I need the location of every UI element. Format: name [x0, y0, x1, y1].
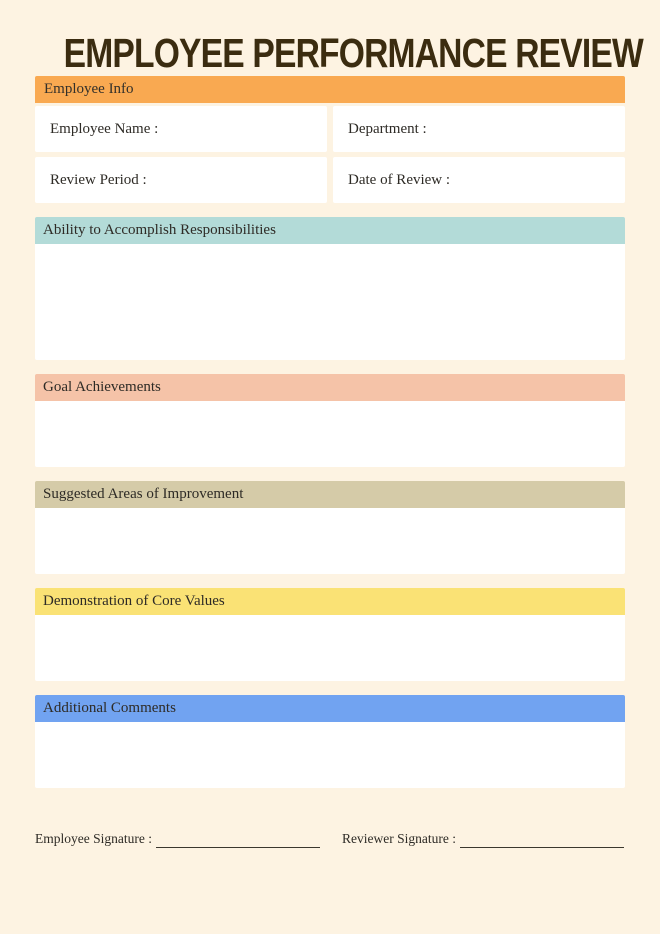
review-period-field[interactable]: [35, 157, 327, 203]
title-area: [0, 0, 660, 76]
section-improvement-areas-content[interactable]: [35, 508, 625, 574]
employee-signature-line[interactable]: [156, 847, 320, 848]
reviewer-signature-line[interactable]: [460, 847, 624, 848]
employee-info-header: Employee Info: [35, 76, 625, 103]
section-additional-comments-content[interactable]: [35, 722, 625, 788]
employee-signature-label: Employee Signature :: [35, 831, 152, 846]
signature-row: [35, 831, 625, 847]
department-label: Department :: [348, 120, 427, 137]
section-core-values-header: Demonstration of Core Values: [35, 588, 625, 615]
employee-info-grid: [35, 106, 625, 203]
date-of-review-field[interactable]: [333, 157, 625, 203]
section-goal-achievements-content[interactable]: [35, 401, 625, 467]
section-responsibilities: [35, 217, 625, 360]
section-goal-achievements-header: Goal Achievements: [35, 374, 625, 401]
department-field[interactable]: [333, 106, 625, 152]
section-responsibilities-content[interactable]: [35, 244, 625, 360]
employee-info-section: [35, 76, 625, 203]
section-additional-comments-header: Additional Comments: [35, 695, 625, 722]
section-improvement-areas: [35, 481, 625, 574]
section-additional-comments: [35, 695, 625, 788]
reviewer-signature-block: [330, 831, 625, 847]
employee-name-field[interactable]: [35, 106, 327, 152]
section-core-values-content[interactable]: [35, 615, 625, 681]
review-period-label: Review Period :: [50, 171, 147, 188]
section-responsibilities-header: Ability to Accomplish Responsibilities: [35, 217, 625, 244]
employee-signature-block: [35, 831, 330, 847]
section-core-values: [35, 588, 625, 681]
employee-name-label: Employee Name :: [50, 120, 159, 137]
section-goal-achievements: [35, 374, 625, 467]
form-body: [35, 76, 625, 788]
section-improvement-areas-header: Suggested Areas of Improvement: [35, 481, 625, 508]
date-of-review-label: Date of Review :: [348, 171, 451, 188]
page-title: EMPLOYEE PERFORMANCE REVIEW: [63, 30, 643, 76]
reviewer-signature-label: Reviewer Signature :: [342, 831, 456, 846]
